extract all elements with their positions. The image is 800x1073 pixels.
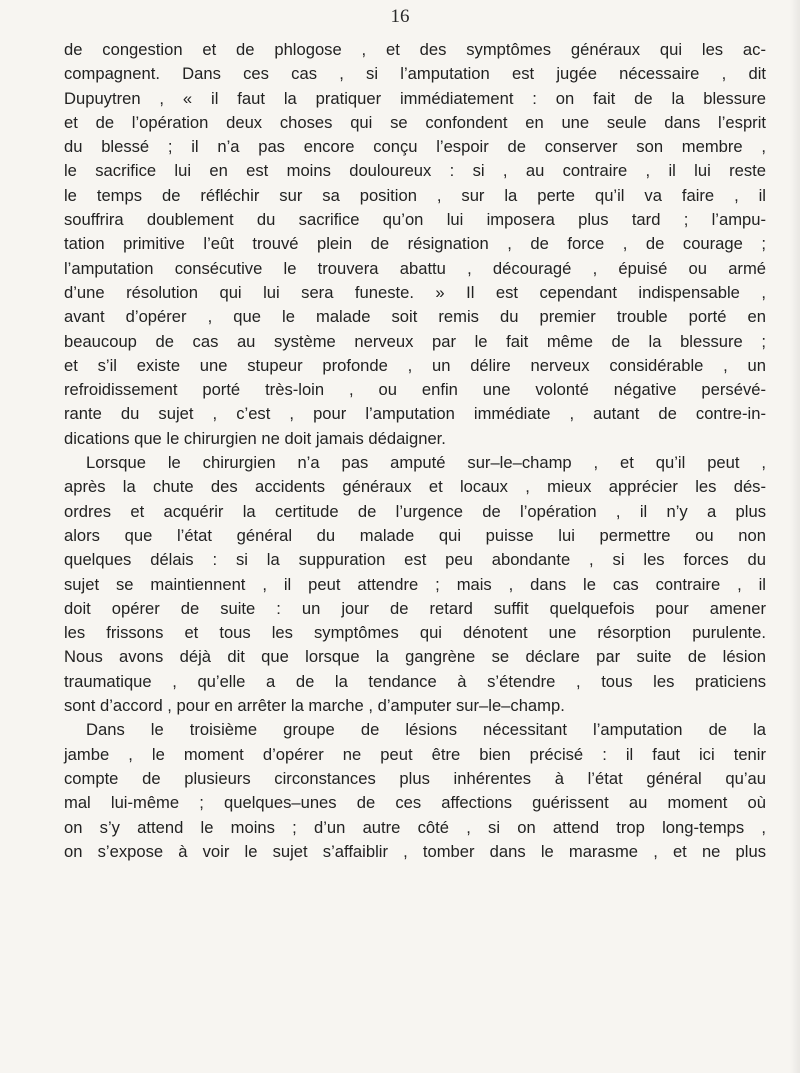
- text-line: compte de plusieurs circonstances plus inhérentes à l’état général qu’au: [64, 768, 766, 788]
- text-line: refroidissement porté très-loin , ou enfin une volonté négative persévé-: [64, 380, 766, 400]
- text-line: le sacrifice lui en est moins douloureux : si , au contraire , il lui reste: [64, 161, 766, 181]
- text-line: dications que le chirurgien ne doit jamais dédaigner.: [64, 428, 446, 448]
- body-text: [64, 38, 766, 864]
- text-line: rante du sujet , c’est , pour l’amputation immédiate , autant de contre-in-: [64, 404, 766, 424]
- text-line: tation primitive l’eût trouvé plein de résignation , de force , de courage ;: [64, 234, 766, 254]
- text-line: on s’y attend le moins ; d’un autre côté , si on attend trop long-temps ,: [64, 817, 766, 837]
- page-number: 16: [390, 6, 410, 27]
- text-line: Dans le troisième groupe de lésions nécessitant l’amputation de la: [86, 720, 766, 740]
- text-line: de congestion et de phlogose , et des symptômes généraux qui les ac-: [64, 40, 766, 59]
- text-line: compagnent. Dans ces cas , si l’amputation est jugée nécessaire , dit: [64, 64, 766, 84]
- text-line: le temps de réfléchir sur sa position , sur la perte qu’il va faire , il: [64, 185, 766, 205]
- text-line: doit opérer de suite : un jour de retard suffit quelquefois pour amener: [64, 598, 766, 618]
- text-line: alors que l’état général du malade qui puisse lui permettre ou non: [64, 525, 766, 545]
- text-line: mal lui-même ; quelques–unes de ces affections guérissent au moment où: [64, 793, 766, 813]
- text-line: Lorsque le chirurgien n’a pas amputé sur–le–champ , et qu’il peut ,: [86, 453, 766, 473]
- paragraph-1: [64, 38, 766, 451]
- text-line: les frissons et tous les symptômes qui dénotent une résorption purulente.: [64, 623, 766, 643]
- text-line: traumatique , qu’elle a de la tendance à s’étendre , tous les praticiens: [64, 671, 766, 691]
- text-line: sont d’accord , pour en arrêter la marche , d’amputer sur–le–champ.: [64, 696, 565, 716]
- text-line: l’amputation consécutive le trouvera abattu , découragé , épuisé ou armé: [64, 258, 766, 278]
- text-line: d’une résolution qui lui sera funeste. » Il est cependant indispensable ,: [64, 282, 766, 302]
- paragraph-2: [64, 451, 766, 718]
- text-line: on s’expose à voir le sujet s’affaiblir , tomber dans le marasme , et ne plus: [64, 841, 766, 861]
- text-line: beaucoup de cas au système nerveux par le fait même de la blessure ;: [64, 331, 766, 351]
- text-line: ordres et acquérir la certitude de l’urgence de l’opération , il n’y a plus: [64, 501, 766, 521]
- text-line: quelques délais : si la suppuration est peu abondante , si les forces du: [64, 550, 766, 570]
- text-line: sujet se maintiennent , il peut attendre ; mais , dans le cas contraire , il: [64, 574, 766, 594]
- text-line: et de l’opération deux choses qui se confondent en une seule dans l’esprit: [64, 112, 766, 132]
- text-line: souffrira doublement du sacrifice qu’on lui imposera plus tard ; l’ampu-: [64, 210, 766, 230]
- text-line: Nous avons déjà dit que lorsque la gangrène se déclare par suite de lésion: [64, 647, 766, 667]
- text-line: et s’il existe une stupeur profonde , un délire nerveux considérable , un: [64, 355, 766, 375]
- text-line: du blessé ; il n’a pas encore conçu l’espoir de conserver son membre ,: [64, 137, 766, 157]
- text-line: Dupuytren , « il faut la pratiquer immédiatement : on fait de la blessure: [64, 88, 766, 108]
- text-line: jambe , le moment d’opérer ne peut être bien précisé : il faut ici tenir: [64, 744, 766, 764]
- text-line: avant d’opérer , que le malade soit remis du premier trouble porté en: [64, 307, 766, 327]
- paragraph-3: [64, 718, 766, 864]
- page-edge-shadow: [790, 0, 800, 1073]
- text-line: après la chute des accidents généraux et locaux , mieux apprécier les dés-: [64, 477, 766, 497]
